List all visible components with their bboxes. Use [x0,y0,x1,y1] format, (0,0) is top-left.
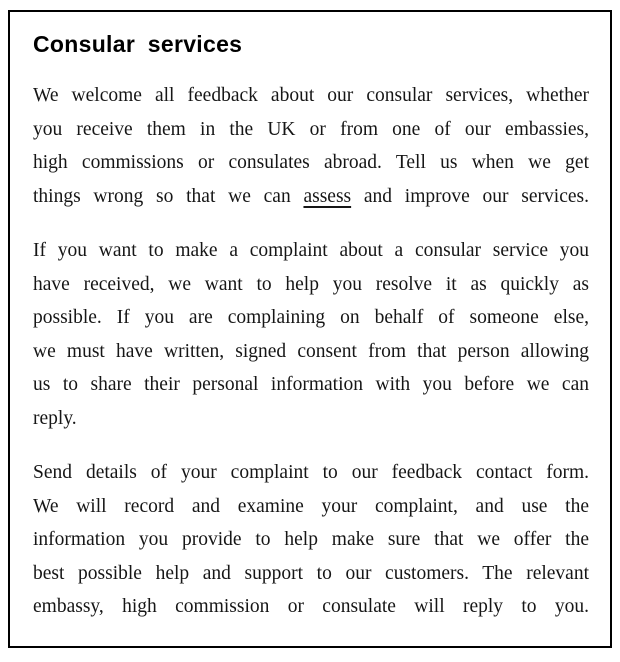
underlined-word-assess: assess [303,185,352,207]
text-line: us to share their personal information with you before we can [33,374,589,395]
text-line: We will record and examine your complaint, and use the [33,495,589,517]
text-line: embassy, high commission or consulate will reply to you. [33,596,589,617]
paragraph-send-details [33,456,589,624]
text-line: have received, we want to help you resolve it as quickly as [33,273,589,295]
paragraph-complaint-process [33,234,589,435]
paragraph-feedback-welcome [33,79,589,213]
text-line-with-underline [33,180,589,214]
text-line: information you provide to help make sure that we offer the [33,529,589,550]
text-line: we must have written, signed consent from that person allowing [33,340,589,362]
text-line: We welcome all feedback about our consular services, whether [33,85,589,106]
text-line: If you want to make a complaint about a consular service you [33,240,589,261]
text-segment: things wrong so that we can [33,185,304,207]
text-line: reply. [33,407,77,429]
text-line: high commissions or consulates abroad. Tell us when we get [33,152,589,173]
text-line: Send details of your complaint to our feedback contact form. [33,462,589,483]
text-line: best possible help and support to our customers. The relevant [33,562,589,584]
text-line: you receive them in the UK or from one of our embassies, [33,118,589,140]
text-line: possible. If you are complaining on behalf of someone else, [33,307,589,328]
document-box [8,10,612,648]
text-segment: and improve our services. [351,185,589,207]
page-title: Consular services [33,31,243,57]
